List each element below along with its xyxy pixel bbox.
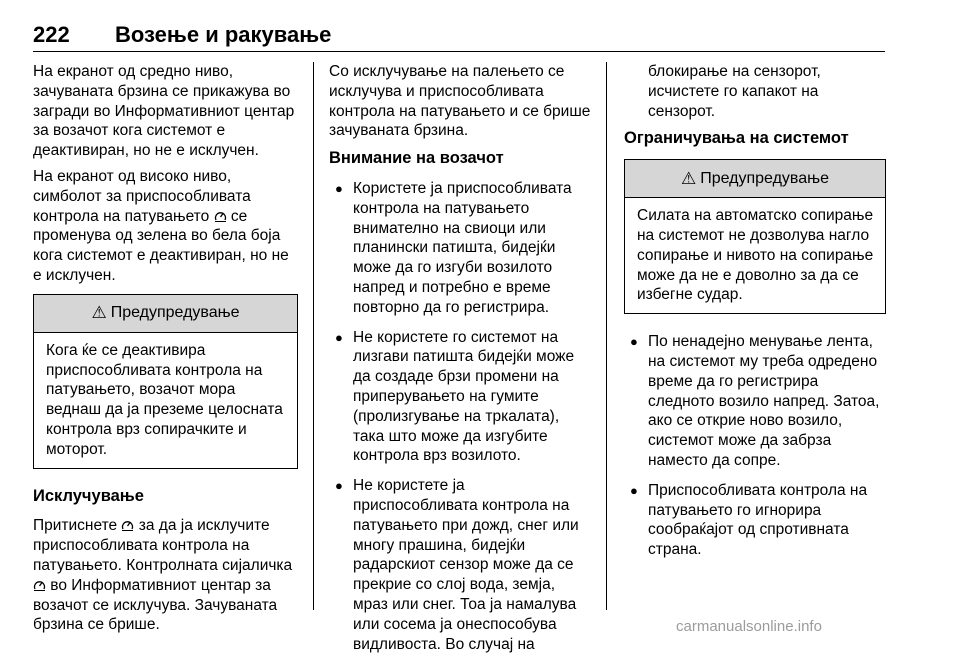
column-divider bbox=[606, 62, 607, 610]
warning-text: Кога ќе се деактивира приспособливата контрола на патувањето, возачот мора веднаш да ја преземе целосната контрола врз сопирачките и моторот. bbox=[46, 341, 283, 458]
paragraph: Со исклучување на палењето се исклучува и приспособливата контрола на патувањето и се брише зачуваната брзина. bbox=[329, 63, 591, 140]
paragraph: На екранот од средно ниво, зачуваната брзина се прикажува во загради во Информативниот центар за возачот кога системот е деактивиран, но не е исклучен. bbox=[33, 63, 295, 160]
bullet-icon: ● bbox=[630, 482, 638, 498]
section-heading: Внимание на возачот bbox=[329, 149, 504, 168]
bullet-icon: ● bbox=[335, 329, 343, 345]
warning-icon: ⚠ bbox=[680, 168, 697, 188]
bullet-icon: ● bbox=[335, 478, 343, 494]
warning-title: ⚠ Предупредување bbox=[34, 295, 297, 333]
paragraph: На екранот од високо ниво, симболот за приспособливата контрола на патувањето се променува од зелена во бела боја кога системот е деактивиран, но не е исклучен. bbox=[33, 167, 289, 284]
cruise-control-icon bbox=[33, 579, 46, 591]
column-2 bbox=[329, 62, 591, 664]
list-item: ● Не користете ја приспособливата контрола на патувањето при дожд, снег или многу прашина, бидејќи радарскиот сензор може да се прекрие со слој вода, земја, мраз или снег. Тоа ја намалува или сосема ја онеспособува видливоста. Во случај на bbox=[335, 477, 579, 653]
cruise-control-icon bbox=[214, 210, 227, 222]
section-heading: Ограничувања на системот bbox=[624, 129, 849, 148]
bullet-list bbox=[329, 179, 591, 654]
list-item: ● Користете ја приспособливата контрола на патувањето внимателно на свиоци или планински патишта, бидејќи може да го изгуби возилото напред и потребно е време повторно да го регистрира. bbox=[335, 179, 572, 316]
column-divider bbox=[313, 62, 314, 610]
paragraph: блокирање на сензорот, исчистете го капакот на сензорот. bbox=[648, 63, 821, 120]
chapter-title: Возење и ракување bbox=[115, 22, 332, 47]
warning-box bbox=[33, 294, 298, 469]
warning-title: ⚠ Предупредување bbox=[625, 160, 885, 198]
bullet-list bbox=[624, 332, 886, 560]
column-1 bbox=[33, 62, 298, 641]
warning-text: Силата на автоматско сопирање на системот не дозволува нагло сопирање и нивото на сопирање може да не е доволно за да се избегне судар. bbox=[637, 207, 874, 304]
list-item: ● Приспособливата контрола на патувањето го игнорира сообраќајот од спротивната страна. bbox=[630, 481, 868, 559]
page-number: 222 bbox=[33, 22, 70, 47]
list-item: ● Не користете го системот на лизгави патишта бидејќи може да создаде брзи промени на приперувањето на гумите (пролизгување на тркалата), така што може да изгубите контрола врз возилото. bbox=[335, 328, 575, 465]
column-3 bbox=[624, 62, 886, 570]
warning-icon: ⚠ bbox=[91, 303, 107, 323]
bullet-icon: ● bbox=[630, 334, 638, 350]
section-heading: Исклучување bbox=[33, 486, 144, 505]
paragraph: Притиснете за да ја исклучите приспособливата контрола на патувањето. Контролната сијаличка во Информативниот центар за возачот се исклучува. Зачуваната брзина се брише. bbox=[33, 517, 293, 634]
list-item: ● По ненадејно менување лента, на системот му треба одредено време да го регистрира следното возило напред. Затоа, ако се открие ново возило, системот може да забрза наместо да сопре. bbox=[630, 333, 880, 469]
bullet-icon: ● bbox=[335, 180, 343, 196]
page-header bbox=[33, 22, 885, 52]
watermark: carmanualsonline.info bbox=[676, 618, 822, 635]
cruise-control-icon bbox=[121, 519, 134, 531]
warning-box bbox=[624, 159, 886, 314]
